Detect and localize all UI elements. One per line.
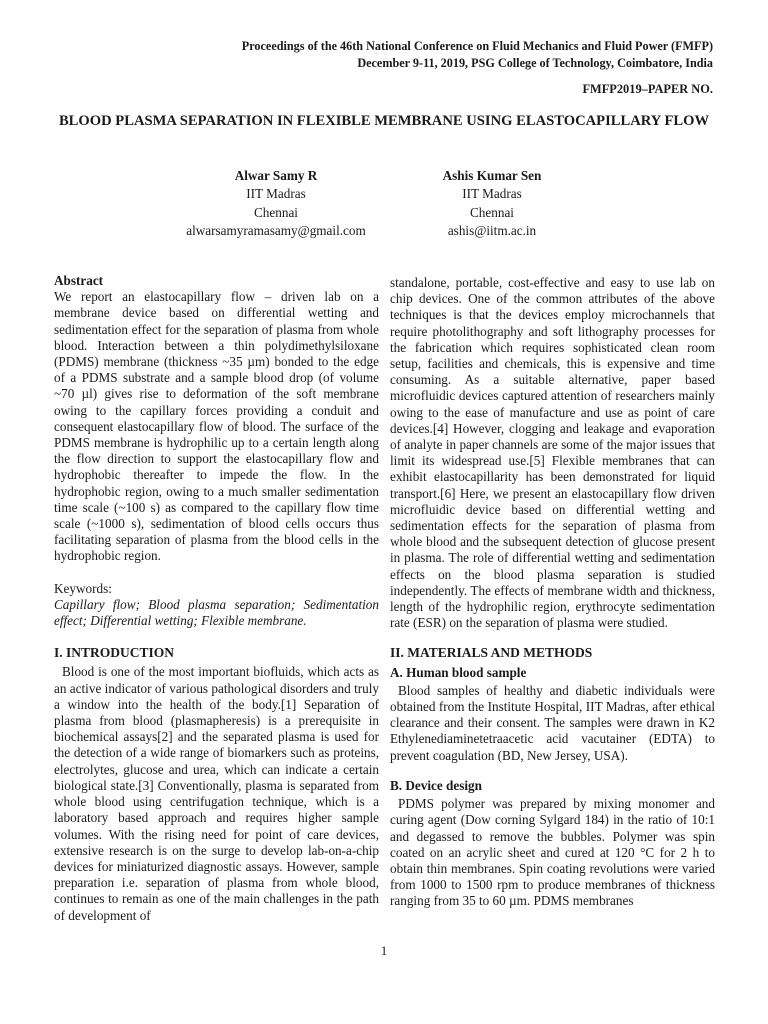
subsection-b-text: PDMS polymer was prepared by mixing monomer and curing agent (Dow corning Sylgard 184) in the ratio of 10:1 and degassed to remove the bubbles. Polymer was spin coated on an acrylic sheet and cured at 120 °C for 2 h to obtain thin membranes. Spin coating revolutions were varied from 1000 to 1500 rpm to produce membranes of thickness ranging from 35 to 60 µm. PDMS membranes xyxy=(390,796,715,909)
conference-header-line-2: December 9-11, 2019, PSG College of Technology, Coimbatore, India xyxy=(357,56,713,70)
author-email: ashis@iitm.ac.in xyxy=(447,222,537,238)
author-city: Chennai xyxy=(470,204,514,220)
author-affiliation: IIT Madras xyxy=(246,186,306,202)
author-block-2 xyxy=(362,167,622,240)
methods-heading: II. MATERIALS AND METHODS xyxy=(390,645,593,661)
author-affiliation: IIT Madras xyxy=(462,186,522,202)
paper-number: FMFP2019–PAPER NO. xyxy=(582,82,713,96)
left-column xyxy=(54,273,379,924)
page-number: 1 xyxy=(380,943,388,958)
author-name: Ashis Kumar Sen xyxy=(442,168,542,183)
right-column xyxy=(390,275,715,910)
subsection-a-heading: A. Human blood sample xyxy=(390,664,527,680)
subsection-b-heading: B. Device design xyxy=(390,777,482,793)
abstract-text: We report an elastocapillary flow – driven lab on a membrane device based on differential wetting and sedimentation effect for the separation of plasma from whole blood. Interaction between a thin polydimethylsiloxane (PDMS) membrane (thickness ~35 µm) bonded to the edge of a PDMS substrate and a sample blood drop (of volume ~70 µl) gives rise to deformation of the soft membrane owing to the capillary forces providing a conduit and consequent elastocapillary flow of blood. The surface of the PDMS membrane is hydrophilic up to a certain length along the flow direction to support the elastocapillary flow and hydrophobic thereafter to impede the flow. In the hydrophobic region, owing to a much smaller sedimentation time scale (~100 s) as compared to the capillary flow time scale (~1000 s), sedimentation of blood cells occurs thus facilitating separation of plasma from the blood cells in the hydrophobic region. xyxy=(54,289,379,564)
subsection-a-text: Blood samples of healthy and diabetic individuals were obtained from the Institute Hospital, IIT Madras, after ethical clearance and their consent. The samples were drawn in K2 Ethylenediaminetetraacetic acid vacutainer (EDTA) to prevent coagulation (BD, New Jersey, USA). xyxy=(390,682,715,763)
conference-header-line-1: Proceedings of the 46th National Conference on Fluid Mechanics and Fluid Power (FMFP) xyxy=(241,39,713,53)
author-city: Chennai xyxy=(254,204,298,220)
abstract-heading: Abstract xyxy=(54,273,104,288)
introduction-heading: I. INTRODUCTION xyxy=(54,645,175,661)
author-name: Alwar Samy R xyxy=(234,168,318,183)
keywords-text: Capillary flow; Blood plasma separation; Sedimentation effect; Differential wetting; Flexible membrane. xyxy=(54,596,379,629)
introduction-text: Blood is one of the most important biofluids, which acts as an active indicator of various pathological disorders and truly a window into the health of the body.[1] Separation of plasma from blood (plasmapheresis) is a prerequisite in biochemical assays[2] and the separated plasma is used for the detection of a wide range of biomarkers such as proteins, electrolytes, glucose and urea, which can indicate a certain biological state.[3] Conventionally, plasma is separated from whole blood using centrifugation technique, which is a laboratory based approach and requires higher sample volumes. With the rising need for point of care devices, extensive research is on the surge to develop lab-on-a-chip devices for miniaturized diagnostic assays. However, sample preparation i.e. separation of plasma from whole blood, continues to remain as one of the main challenges in the path of development of xyxy=(54,664,379,923)
author-email: alwarsamyramasamy@gmail.com xyxy=(186,222,366,238)
paper-title: BLOOD PLASMA SEPARATION IN FLEXIBLE MEMBRANE USING ELASTOCAPILLARY FLOW xyxy=(58,113,710,129)
introduction-text-continued: standalone, portable, cost-effective and easy to use lab on chip devices. One of the common attributes of the above techniques is that the devices employ microchannels that require photolithography and soft lithography processes for the fabrication which requires sophisticated clean room setup, facilities and chemicals, this is expensive and time consuming. As a suitable alternative, paper based microfluidic devices captured attention of researchers mainly owing to the ease of manufacture and use as point of care devices.[4] However, clogging and leakage and evaporation of analyte in paper channels are some of the major issues that limit its widespread use.[5] Flexible membranes that can exhibit elastocapillarity has been demonstrated for liquid transport.[6] Here, we present an elastocapillary flow driven microfluidic device based on differential wetting and sedimentation effects for the separation of plasma from whole blood and the subsequent detection of glucose present in plasma. The role of differential wetting and sedimentation effects on the blood plasma separation is studied independently. The effects of membrane width and thickness, length of the hydrophilic region, erythrocyte sedimentation rate (ESR) on the separation of plasma were studied. xyxy=(390,275,715,631)
keywords-label: Keywords: xyxy=(54,580,112,596)
